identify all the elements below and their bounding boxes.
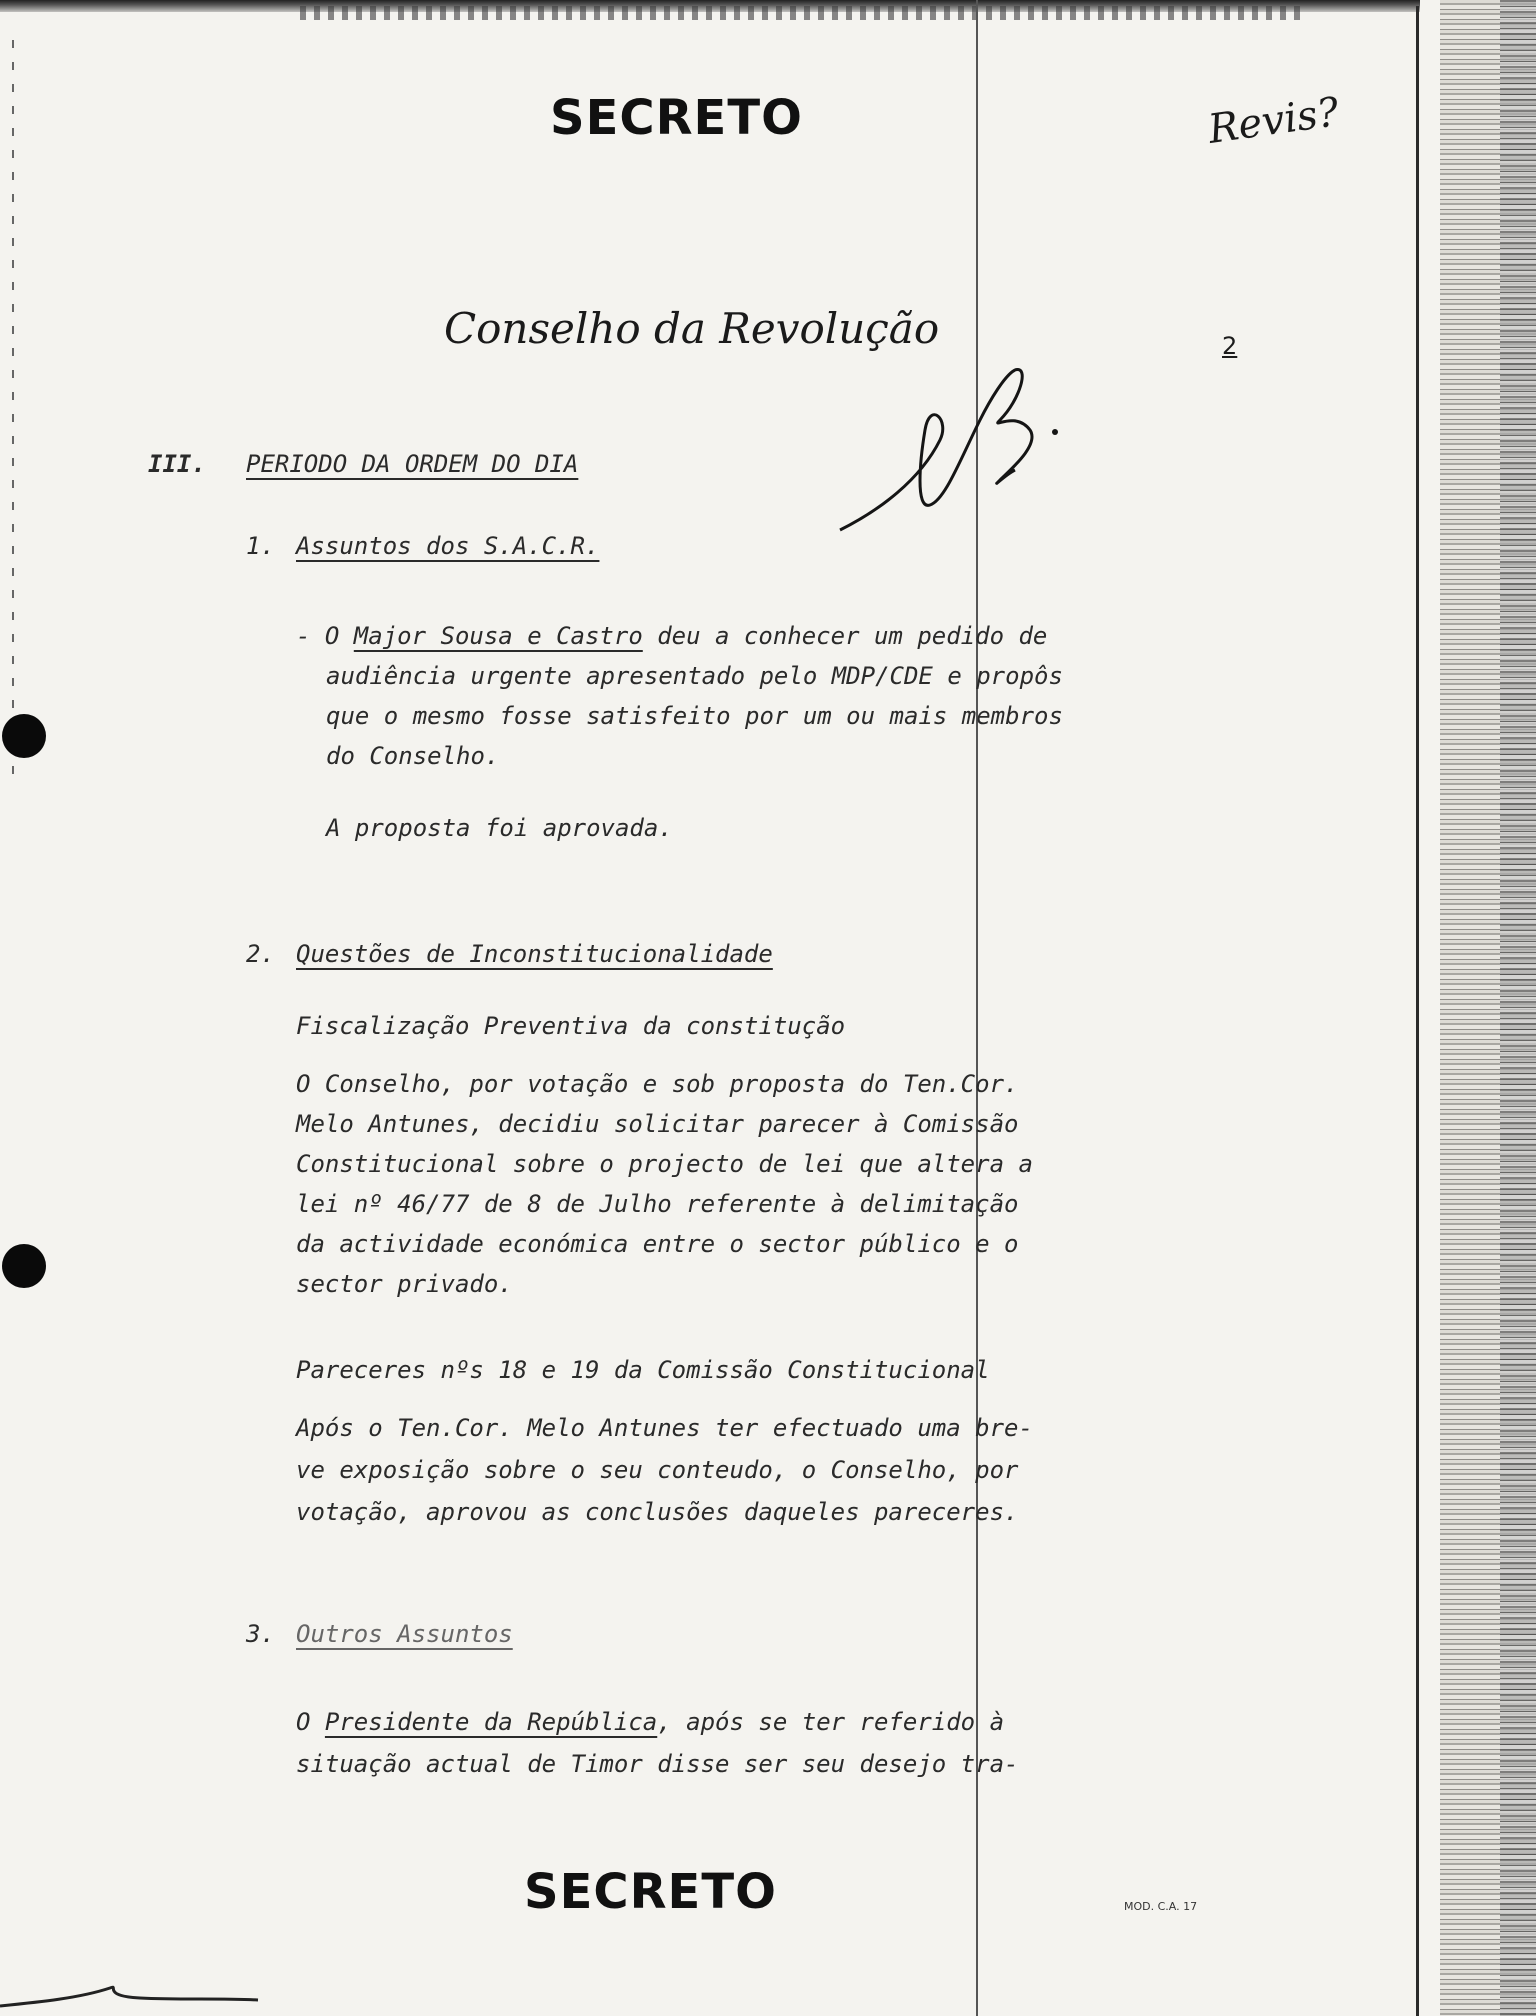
- right-page-border: [1416, 6, 1419, 2016]
- item-1-line-3: que o mesmo fosse satisfeito por um ou mais membros: [326, 702, 1063, 730]
- item-1-number: 1.: [246, 532, 275, 560]
- item-3-line-1-suffix: , após se ter referido à: [657, 1708, 1005, 1736]
- handwritten-mark: Revis?: [1205, 89, 1342, 153]
- letterhead: Conselho da Revolução: [444, 304, 940, 353]
- item-3-line-2: situação actual de Timor disse ser seu desejo tra-: [296, 1750, 1019, 1778]
- item-2-subheading-1: Fiscalização Preventiva da constitução: [296, 1012, 846, 1040]
- item-2-para-2-line-3: votação, aprovou as conclusões daqueles pareceres.: [296, 1498, 1019, 1526]
- item-2-para-1-line-2: Melo Antunes, decidiu solicitar parecer à Comissão: [296, 1110, 1019, 1138]
- punch-hole-upper: [2, 714, 46, 758]
- speaker-name: Major Sousa e Castro: [353, 622, 643, 650]
- item-3-line-1-prefix: O: [296, 1708, 325, 1736]
- item-2-para-1-line-4: lei nº 46/77 de 8 de Julho referente à delimitação: [296, 1190, 1019, 1218]
- classification-stamp-bottom: SECRETO: [524, 1864, 777, 1920]
- item-2-para-1-line-5: da actividade económica entre o sector público e o: [296, 1230, 1019, 1258]
- item-1-title: Assuntos dos S.A.C.R.: [296, 532, 600, 560]
- item-2-title: Questões de Inconstitucionalidade: [296, 940, 773, 968]
- item-2-para-1-line-1: O Conselho, por votação e sob proposta do Ten.Cor.: [296, 1070, 1019, 1098]
- left-margin-line: [12, 40, 14, 780]
- item-2-para-1-line-6: sector privado.: [296, 1270, 513, 1298]
- item-1-line-4: do Conselho.: [326, 742, 500, 770]
- handwritten-signature: [830, 360, 1070, 550]
- bottom-scan-stroke: [0, 1968, 260, 2016]
- president-name: Presidente da República: [324, 1708, 658, 1736]
- classification-stamp-top: SECRETO: [550, 90, 803, 146]
- page-number: 2: [1222, 332, 1238, 360]
- item-3-number: 3.: [246, 1620, 275, 1648]
- item-1-result: A proposta foi aprovada.: [326, 814, 673, 842]
- item-3-line-1: [296, 1708, 1004, 1736]
- item-3-title: Outros Assuntos: [296, 1620, 513, 1648]
- item-2-subheading-2: Pareceres nºs 18 e 19 da Comissão Constitucional: [296, 1356, 990, 1384]
- right-scan-dark-band: [1500, 0, 1536, 2016]
- item-1-line-2: audiência urgente apresentado pelo MDP/CDE e propôs: [326, 662, 1063, 690]
- form-code: MOD. C.A. 17: [1124, 1900, 1198, 1913]
- item-1-line-1-suffix: deu a conhecer um pedido de: [642, 622, 1048, 650]
- item-2-para-1-line-3: Constitucional sobre o projecto de lei que altera a: [296, 1150, 1033, 1178]
- section-number: III.: [148, 450, 206, 478]
- top-scan-smudge: [300, 6, 1300, 20]
- item-2-para-2-line-2: ve exposição sobre o seu conteudo, o Conselho, por: [296, 1456, 1019, 1484]
- section-title: PERIODO DA ORDEM DO DIA: [246, 450, 579, 478]
- punch-hole-lower: [2, 1244, 46, 1288]
- item-2-para-2-line-1: Após o Ten.Cor. Melo Antunes ter efectuado uma bre-: [296, 1414, 1033, 1442]
- item-2-number: 2.: [246, 940, 275, 968]
- item-1-line-1-prefix: - O: [296, 622, 354, 650]
- item-1-line-1: [296, 622, 1047, 650]
